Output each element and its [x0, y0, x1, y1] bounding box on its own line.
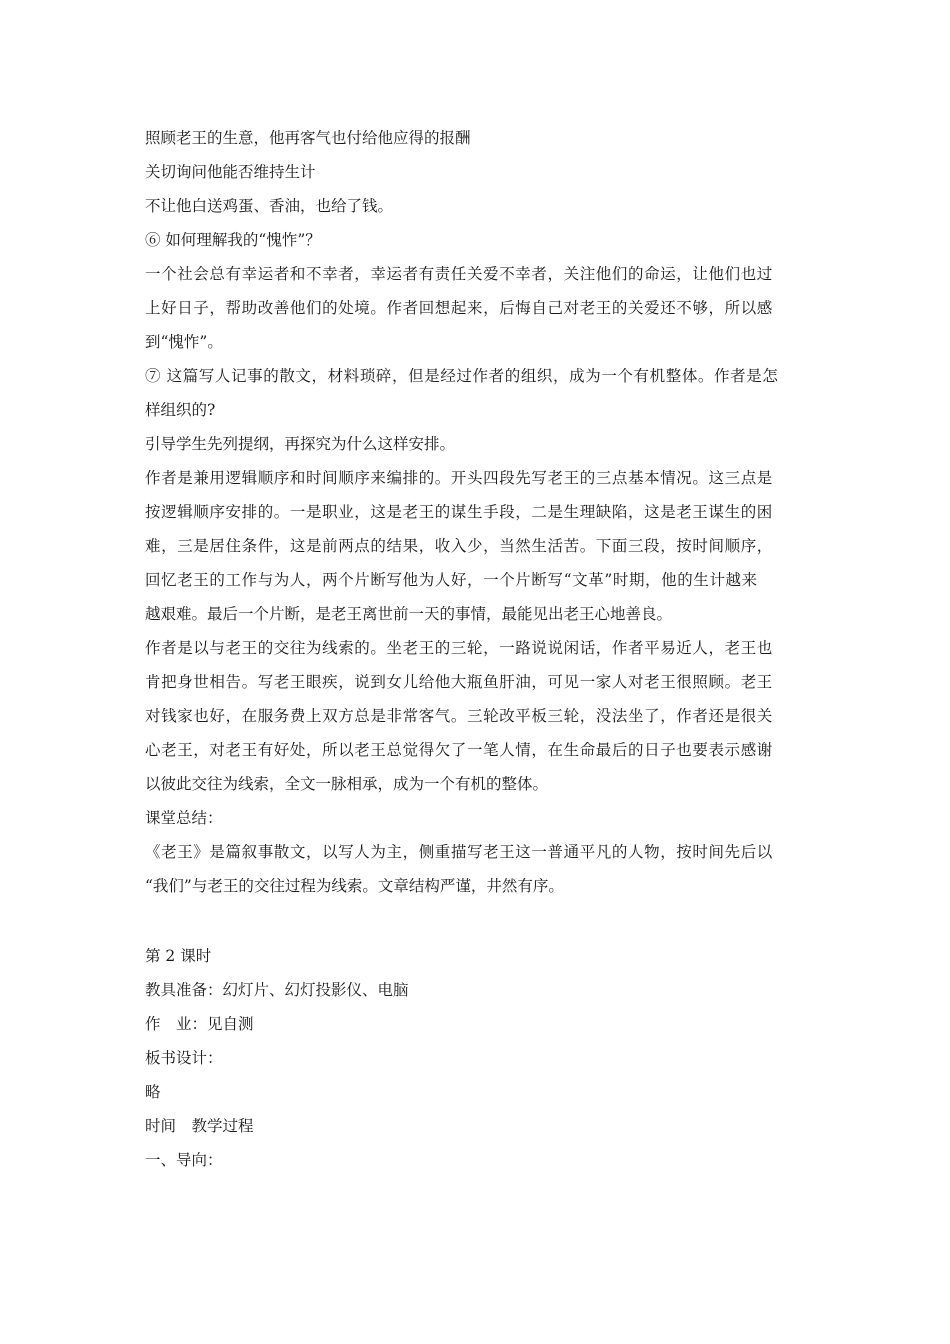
teaching-tools: 教具准备：幻灯片、幻灯投影仪、电脑	[145, 981, 409, 999]
text-line: 作者是以与老王的交往为线索的。坐老王的三轮，一路说说闲话，作者平易近人，老王也	[145, 639, 773, 657]
text-line: “我们”与老王的交往过程为线索。文章结构严谨，井然有序。	[145, 877, 564, 895]
process-header: 时间 教学过程	[145, 1117, 254, 1135]
text-line: 对钱家也好，在服务费上双方总是非常客气。三轮改平板三轮，没法坐了，作者还是很关	[145, 707, 773, 725]
text-line: 不让他白送鸡蛋、香油，也给了钱。	[145, 197, 394, 215]
text-line: 难，三是居住条件，这是前两点的结果，收入少，当然生活苦。下面三段，按时间顺序，	[145, 537, 773, 555]
text-line: 上好日子，帮助改善他们的处境。作者回想起来，后悔自己对老王的关爱还不够，所以感	[145, 299, 773, 317]
section-gap	[145, 903, 810, 939]
text-line: 回忆老王的工作与为人，两个片断写他为人好，一个片断写“文革”时期，他的生计越来	[145, 571, 758, 589]
homework: 作 业：见自测	[145, 1015, 254, 1033]
question-7: ⑦ 这篇写人记事的散文，材料琐碎，但是经过作者的组织，成为一个有机整体。作者是怎	[145, 367, 779, 385]
text-line: 关切询问他能否维持生计	[145, 163, 316, 181]
text-line: 以彼此交往为线索，全文一脉相承，成为一个有机的整体。	[145, 775, 549, 793]
lesson-2-section	[145, 939, 810, 1177]
lesson-notes-section	[145, 121, 810, 903]
board-design-label: 板书设计：	[145, 1049, 223, 1067]
text-line: 样组织的?	[145, 401, 216, 419]
text-line: 到“愧怍”。	[145, 333, 223, 351]
summary-heading: 课堂总结：	[145, 809, 223, 827]
text-line: 引导学生先列提纲，再探究为什么这样安排。	[145, 435, 456, 453]
text-line: 心老王，对老王有好处，所以老王总觉得欠了一笔人情，在生命最后的日子也要表示感谢	[145, 741, 773, 759]
text-line: 《老王》是篇叙事散文，以写人为主，侧重描写老王这一普通平凡的人物，按时间先后以	[145, 843, 773, 861]
step-heading: 一、导向：	[145, 1151, 223, 1169]
text-line: 作者是兼用逻辑顺序和时间顺序来编排的。开头四段先写老王的三点基本情况。这三点是	[145, 469, 773, 487]
text-line: 肯把身世相告。写老王眼疾，说到女儿给他大瓶鱼肝油，可见一家人对老王很照顾。老王	[145, 673, 773, 691]
text-line: 越艰难。最后一个片断，是老王离世前一天的事情，最能见出老王心地善良。	[145, 605, 673, 623]
text-line: 按逻辑顺序安排的。一是职业，这是老王的谋生手段，二是生理缺陷，这是老王谋生的困	[145, 503, 773, 521]
text-line: 照顾老王的生意，他再客气也付给他应得的报酬	[145, 129, 471, 147]
document-page	[145, 121, 810, 1177]
question-6: ⑥ 如何理解我的“愧怍”？	[145, 231, 321, 249]
text-line: 一个社会总有幸运者和不幸者，幸运者有责任关爱不幸者，关注他们的命运，让他们也过	[145, 265, 773, 283]
board-design-value: 略	[145, 1083, 161, 1101]
lesson-heading: 第 2 课时	[145, 947, 212, 965]
